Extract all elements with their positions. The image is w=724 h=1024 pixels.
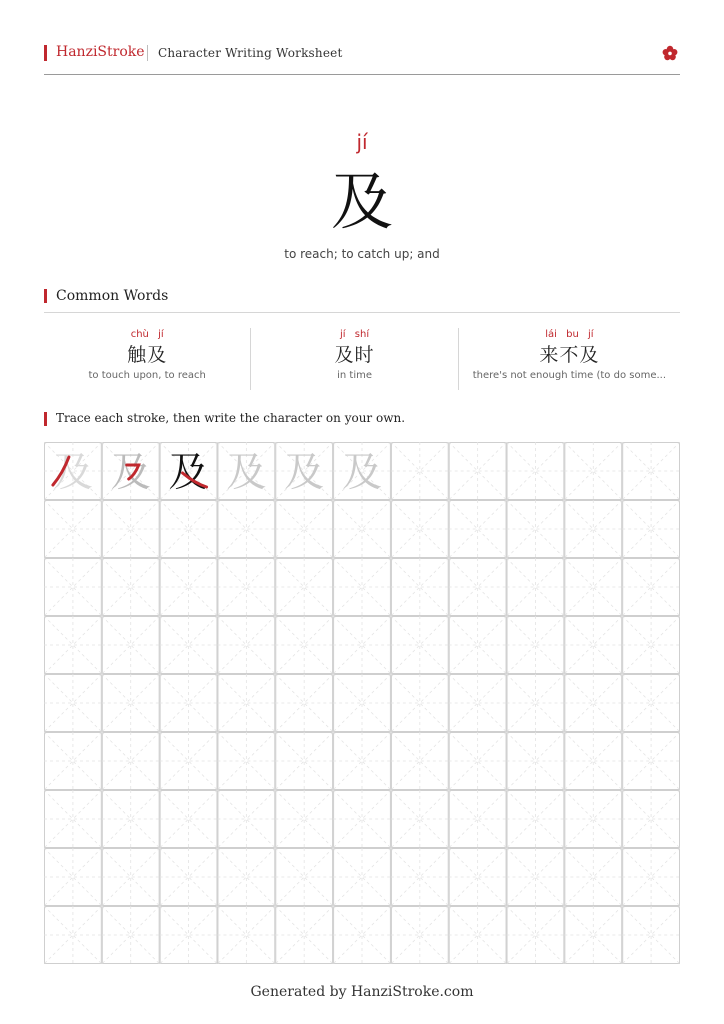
practice-cell[interactable] <box>507 558 565 616</box>
practice-cell[interactable] <box>507 848 565 906</box>
practice-cell[interactable] <box>217 558 275 616</box>
practice-cell[interactable] <box>160 616 218 674</box>
practice-cell[interactable] <box>333 790 391 848</box>
worksheet-subtitle: Character Writing Worksheet <box>158 46 343 60</box>
practice-cell[interactable] <box>217 500 275 558</box>
practice-cell[interactable] <box>622 906 680 964</box>
brand-accent-bar <box>44 45 47 61</box>
practice-cell[interactable] <box>217 616 275 674</box>
practice-cell[interactable] <box>333 674 391 732</box>
practice-cell[interactable] <box>622 674 680 732</box>
practice-cell[interactable] <box>44 790 102 848</box>
practice-cell[interactable] <box>391 616 449 674</box>
trace-character: 及 <box>284 449 325 496</box>
practice-header <box>44 411 680 431</box>
practice-cell[interactable] <box>275 558 333 616</box>
practice-cell[interactable] <box>102 906 160 964</box>
word-hanzi: 触及 <box>127 344 168 366</box>
word-pinyin: chù jí <box>130 329 164 340</box>
practice-cell[interactable] <box>275 500 333 558</box>
practice-cell[interactable] <box>449 906 507 964</box>
page-footer: Generated by HanziStroke.com <box>250 984 474 1000</box>
practice-cell[interactable] <box>507 442 565 500</box>
practice-cell[interactable] <box>102 790 160 848</box>
practice-cell[interactable] <box>564 848 622 906</box>
practice-cell[interactable] <box>333 848 391 906</box>
practice-cell[interactable] <box>622 616 680 674</box>
practice-cell[interactable] <box>217 848 275 906</box>
practice-cell[interactable] <box>507 790 565 848</box>
practice-instruction: Trace each stroke, then write the character on your own. <box>56 411 406 425</box>
trace-character: 及 <box>226 449 267 496</box>
practice-cell[interactable] <box>564 790 622 848</box>
word-item <box>44 328 250 390</box>
practice-cell[interactable] <box>217 790 275 848</box>
word-pinyin: jí shí <box>340 329 370 340</box>
practice-cell[interactable] <box>217 906 275 964</box>
common-words-header <box>44 288 680 313</box>
practice-cell[interactable] <box>622 790 680 848</box>
practice-cell[interactable] <box>507 906 565 964</box>
practice-cell[interactable] <box>507 674 565 732</box>
word-meaning: to touch upon, to reach <box>88 370 206 381</box>
practice-cell[interactable] <box>275 616 333 674</box>
stroke-step-character: 及 <box>110 449 151 496</box>
practice-cell[interactable] <box>102 732 160 790</box>
practice-cell[interactable] <box>564 500 622 558</box>
practice-cell[interactable] <box>275 674 333 732</box>
page-header <box>44 44 680 75</box>
practice-cell[interactable] <box>564 616 622 674</box>
practice-cell[interactable] <box>622 848 680 906</box>
practice-cell[interactable] <box>44 732 102 790</box>
practice-cell[interactable] <box>217 732 275 790</box>
practice-cell[interactable] <box>160 790 218 848</box>
practice-cell[interactable] <box>102 616 160 674</box>
practice-cell[interactable] <box>564 906 622 964</box>
practice-cell[interactable] <box>449 674 507 732</box>
practice-cell[interactable] <box>44 616 102 674</box>
practice-cell[interactable] <box>449 442 507 500</box>
practice-cell[interactable] <box>622 500 680 558</box>
practice-cell[interactable] <box>333 558 391 616</box>
practice-cell[interactable] <box>622 732 680 790</box>
practice-cell[interactable] <box>333 732 391 790</box>
practice-cell[interactable] <box>564 558 622 616</box>
practice-cell[interactable] <box>507 500 565 558</box>
common-words-title: Common Words <box>56 288 169 304</box>
practice-cell[interactable] <box>449 616 507 674</box>
word-pinyin: lái bu jí <box>545 329 594 340</box>
practice-cell[interactable] <box>391 906 449 964</box>
word-hanzi: 及时 <box>334 344 375 366</box>
practice-cell[interactable] <box>391 732 449 790</box>
practice-cell[interactable] <box>160 848 218 906</box>
practice-cell[interactable] <box>449 500 507 558</box>
practice-cell[interactable] <box>449 790 507 848</box>
practice-cell[interactable] <box>449 558 507 616</box>
character-meaning: to reach; to catch up; and <box>284 247 440 261</box>
practice-cell[interactable] <box>160 906 218 964</box>
word-meaning: there's not enough time (to do some... <box>472 370 667 381</box>
practice-cell[interactable] <box>564 442 622 500</box>
practice-cell[interactable] <box>391 442 449 500</box>
practice-cell[interactable] <box>275 848 333 906</box>
common-words-list <box>44 328 680 390</box>
word-hanzi: 来不及 <box>539 344 600 366</box>
practice-cell[interactable] <box>449 732 507 790</box>
practice-cell[interactable] <box>102 674 160 732</box>
practice-cell[interactable] <box>275 906 333 964</box>
practice-cell[interactable] <box>160 674 218 732</box>
practice-cell[interactable] <box>217 674 275 732</box>
practice-cell[interactable] <box>160 732 218 790</box>
practice-cell[interactable] <box>622 558 680 616</box>
practice-cell[interactable] <box>160 558 218 616</box>
practice-cell[interactable] <box>507 732 565 790</box>
practice-cell[interactable] <box>333 500 391 558</box>
word-meaning: in time <box>337 370 372 381</box>
practice-cell[interactable] <box>102 848 160 906</box>
stroke-step-character: 及 <box>52 449 93 496</box>
section-accent-bar <box>44 412 47 426</box>
brand-name: HanziStroke <box>56 44 145 60</box>
practice-cell[interactable] <box>391 790 449 848</box>
trace-character: 及 <box>342 449 382 496</box>
practice-cell[interactable] <box>44 674 102 732</box>
word-item <box>458 328 680 390</box>
practice-cell[interactable] <box>44 500 102 558</box>
main-character: 及 <box>330 165 393 238</box>
practice-cell[interactable] <box>44 848 102 906</box>
practice-cell[interactable] <box>333 616 391 674</box>
practice-cell[interactable] <box>333 906 391 964</box>
character-pinyin: jí <box>356 130 368 154</box>
practice-cell[interactable] <box>160 500 218 558</box>
header-divider <box>147 45 148 61</box>
plum-blossom-icon <box>662 45 678 61</box>
practice-cell[interactable] <box>275 790 333 848</box>
practice-cell[interactable] <box>507 616 565 674</box>
practice-cell[interactable] <box>391 848 449 906</box>
section-accent-bar <box>44 289 47 303</box>
practice-cell[interactable] <box>564 732 622 790</box>
practice-cell[interactable] <box>44 906 102 964</box>
practice-cell[interactable] <box>275 732 333 790</box>
stroke-step-character: 及 <box>168 449 209 496</box>
word-item <box>250 328 457 390</box>
practice-cell[interactable] <box>391 558 449 616</box>
practice-cell[interactable] <box>564 674 622 732</box>
practice-grid <box>44 442 680 964</box>
practice-cell[interactable] <box>102 558 160 616</box>
practice-cell[interactable] <box>102 500 160 558</box>
practice-cell[interactable] <box>449 848 507 906</box>
practice-cell[interactable] <box>391 500 449 558</box>
practice-cell[interactable] <box>391 674 449 732</box>
practice-cell[interactable] <box>622 442 680 500</box>
practice-cell[interactable] <box>44 558 102 616</box>
